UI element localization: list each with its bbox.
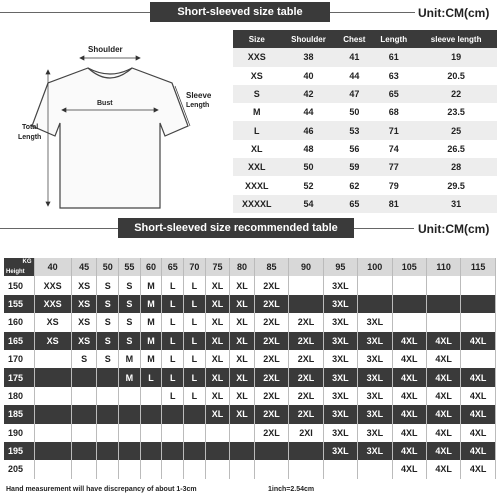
size-recommendation-cell: 4XL: [426, 332, 460, 350]
size-recommendation-cell: 2XL: [254, 387, 288, 405]
rec-table-row: [4, 295, 496, 313]
size-recommendation-cell: 4XL: [461, 332, 496, 350]
size-recommendation-cell: [230, 424, 255, 442]
size-recommendation-cell: L: [184, 276, 206, 294]
size-recommendation-cell: [119, 405, 141, 423]
size-recommendation-cell: 4XL: [392, 460, 426, 478]
weight-header-cell: 110: [426, 258, 460, 276]
size-recommendation-cell: [230, 442, 255, 460]
size-table-cell: S: [233, 85, 281, 103]
size-recommendation-cell: 4XL: [461, 424, 496, 442]
height-cell: 185: [4, 405, 34, 423]
size-table-cell: 61: [372, 48, 415, 66]
size-recommendation-cell: 3XL: [323, 405, 357, 423]
size-recommendation-cell: [119, 424, 141, 442]
size-table-cell: M: [233, 103, 281, 121]
total-length-label-line1: Total: [22, 124, 39, 131]
height-cell: 195: [4, 442, 34, 460]
size-recommendation-cell: [254, 442, 288, 460]
size-recommendation-cell: 2XL: [254, 424, 288, 442]
size-recommendation-cell: 2XL: [289, 368, 323, 386]
size-table-cell: 26.5: [415, 140, 497, 158]
size-recommendation-cell: [461, 295, 496, 313]
size-recommendation-cell: 3XL: [323, 332, 357, 350]
size-recommendation-cell: 2XL: [254, 368, 288, 386]
size-recommendation-cell: [34, 387, 71, 405]
rec-table-row: [4, 442, 496, 460]
recommended-size-table: [4, 258, 496, 479]
size-recommendation-cell: [184, 424, 206, 442]
weight-header-cell: 55: [119, 258, 141, 276]
size-table-cell: 23.5: [415, 103, 497, 121]
size-table-header-cell: Chest: [336, 30, 372, 48]
size-recommendation-cell: 3XL: [358, 405, 392, 423]
size-table-cell: 41: [336, 48, 372, 66]
size-table-cell: 81: [372, 195, 415, 213]
size-recommendation-cell: M: [140, 313, 162, 331]
size-table-cell: 25: [415, 121, 497, 139]
size-recommendation-cell: [358, 460, 392, 478]
size-recommendation-cell: XL: [205, 368, 230, 386]
size-recommendation-cell: 4XL: [392, 442, 426, 460]
size-recommendation-cell: 3XL: [358, 350, 392, 368]
size-recommendation-cell: 3XL: [323, 387, 357, 405]
size-recommendation-cell: [289, 460, 323, 478]
size-recommendation-cell: [461, 313, 496, 331]
size-recommendation-cell: [71, 460, 97, 478]
size-recommendation-cell: L: [184, 350, 206, 368]
rec-table-title: Short-sleeved size recommended table: [118, 218, 354, 238]
size-recommendation-cell: 3XL: [358, 424, 392, 442]
size-recommendation-cell: [289, 295, 323, 313]
size-recommendation-cell: [392, 313, 426, 331]
size-recommendation-cell: S: [97, 332, 119, 350]
size-recommendation-cell: 4XL: [392, 405, 426, 423]
size-recommendation-cell: XS: [71, 313, 97, 331]
size-recommendation-cell: [289, 442, 323, 460]
size-recommendation-cell: [140, 387, 162, 405]
size-table-cell: XXXL: [233, 176, 281, 194]
size-recommendation-cell: 4XL: [461, 405, 496, 423]
height-label: Height: [6, 269, 25, 276]
size-recommendation-cell: 2XL: [254, 295, 288, 313]
size-table-cell: 59: [336, 158, 372, 176]
size-recommendation-cell: M: [140, 350, 162, 368]
sleeve-label-line1: Sleeve: [186, 91, 212, 100]
size-recommendation-cell: 2XL: [289, 313, 323, 331]
size-recommendation-cell: L: [184, 295, 206, 313]
size-table-cell: 71: [372, 121, 415, 139]
size-recommendation-cell: XL: [205, 332, 230, 350]
size-recommendation-cell: 2XL: [254, 332, 288, 350]
size-recommendation-cell: 4XL: [392, 424, 426, 442]
size-recommendation-cell: [71, 387, 97, 405]
title-right-rule: [330, 12, 415, 13]
size-recommendation-cell: S: [119, 295, 141, 313]
size-table-title: Short-sleeved size table: [150, 2, 330, 22]
size-table-cell: XXL: [233, 158, 281, 176]
size-table-cell: 44: [336, 67, 372, 85]
size-recommendation-cell: 2XL: [289, 350, 323, 368]
size-table-cell: XXXXL: [233, 195, 281, 213]
size-recommendation-cell: XS: [71, 332, 97, 350]
size-recommendation-cell: [184, 460, 206, 478]
size-recommendation-cell: 4XL: [426, 424, 460, 442]
size-recommendation-cell: XS: [71, 295, 97, 313]
height-cell: 165: [4, 332, 34, 350]
size-table-header-cell: sleeve length: [415, 30, 497, 48]
size-table-unit: Unit:CM(cm): [418, 6, 490, 20]
size-recommendation-cell: XL: [230, 387, 255, 405]
size-recommendation-cell: S: [71, 350, 97, 368]
size-table-cell: 38: [281, 48, 337, 66]
height-cell: 175: [4, 368, 34, 386]
size-recommendation-cell: M: [140, 332, 162, 350]
size-recommendation-cell: XL: [230, 350, 255, 368]
size-recommendation-cell: XL: [230, 276, 255, 294]
size-recommendation-cell: [97, 460, 119, 478]
weight-header-cell: 50: [97, 258, 119, 276]
size-table-cell: 48: [281, 140, 337, 158]
size-table-cell: 68: [372, 103, 415, 121]
size-recommendation-cell: [97, 405, 119, 423]
size-table-cell: L: [233, 121, 281, 139]
size-recommendation-cell: S: [119, 313, 141, 331]
shoulder-label: Shoulder: [88, 45, 123, 54]
rec-table-row: [4, 276, 496, 294]
tshirt-outline-icon: [0, 28, 230, 213]
size-recommendation-cell: XL: [205, 387, 230, 405]
height-cell: 150: [4, 276, 34, 294]
size-recommendation-cell: [34, 368, 71, 386]
size-table-cell: 62: [336, 176, 372, 194]
size-recommendation-cell: 3XL: [358, 442, 392, 460]
rec-table-unit: Unit:CM(cm): [418, 222, 490, 236]
size-recommendation-cell: 4XL: [426, 387, 460, 405]
rec-table-row: [4, 368, 496, 386]
size-table: [233, 30, 497, 213]
size-recommendation-cell: 3XL: [358, 368, 392, 386]
height-cell: 205: [4, 460, 34, 478]
size-recommendation-cell: [97, 442, 119, 460]
weight-header-cell: 75: [205, 258, 230, 276]
size-table-cell: 44: [281, 103, 337, 121]
size-table-header-cell: Size: [233, 30, 281, 48]
size-recommendation-cell: [205, 442, 230, 460]
size-recommendation-cell: [140, 442, 162, 460]
size-recommendation-cell: L: [184, 368, 206, 386]
weight-header-cell: 80: [230, 258, 255, 276]
size-recommendation-cell: 4XL: [392, 350, 426, 368]
size-recommendation-cell: [119, 460, 141, 478]
size-recommendation-cell: L: [162, 295, 184, 313]
size-recommendation-cell: [184, 405, 206, 423]
size-recommendation-cell: [71, 368, 97, 386]
size-recommendation-cell: [392, 295, 426, 313]
weight-header-cell: 105: [392, 258, 426, 276]
size-table-cell: 77: [372, 158, 415, 176]
size-recommendation-cell: [205, 424, 230, 442]
size-recommendation-cell: [461, 276, 496, 294]
size-recommendation-cell: [140, 405, 162, 423]
total-length-label-line2: Length: [18, 134, 42, 141]
size-recommendation-cell: 3XL: [323, 276, 357, 294]
height-cell: 190: [4, 424, 34, 442]
size-table-cell: XS: [233, 67, 281, 85]
size-recommendation-cell: [71, 424, 97, 442]
size-recommendation-cell: L: [162, 350, 184, 368]
size-recommendation-cell: 4XL: [461, 368, 496, 386]
size-recommendation-cell: [392, 276, 426, 294]
sleeve-label-line2: Length: [186, 102, 210, 109]
size-recommendation-cell: [71, 442, 97, 460]
weight-header-cell: 60: [140, 258, 162, 276]
size-recommendation-cell: [34, 405, 71, 423]
size-recommendation-cell: 4XL: [461, 460, 496, 478]
size-recommendation-cell: 4XL: [461, 387, 496, 405]
size-table-cell: XL: [233, 140, 281, 158]
size-recommendation-cell: [97, 368, 119, 386]
size-recommendation-cell: 4XL: [426, 350, 460, 368]
size-recommendation-cell: L: [162, 313, 184, 331]
tshirt-diagram: [0, 28, 230, 213]
size-table-cell: 74: [372, 140, 415, 158]
height-cell: 155: [4, 295, 34, 313]
size-recommendation-cell: 4XL: [426, 460, 460, 478]
size-recommendation-cell: [162, 405, 184, 423]
size-recommendation-cell: 4XL: [426, 405, 460, 423]
weight-header-cell: 85: [254, 258, 288, 276]
size-recommendation-cell: S: [97, 313, 119, 331]
size-recommendation-cell: L: [162, 387, 184, 405]
size-table-cell: 54: [281, 195, 337, 213]
weight-header-cell: 45: [71, 258, 97, 276]
size-recommendation-cell: [323, 460, 357, 478]
weight-header-cell: 90: [289, 258, 323, 276]
size-recommendation-cell: 4XL: [426, 368, 460, 386]
size-table-cell: 42: [281, 85, 337, 103]
weight-header-cell: 40: [34, 258, 71, 276]
size-table-row: [233, 158, 497, 176]
rec-table-row: [4, 460, 496, 478]
size-table-header-row: [233, 30, 497, 48]
size-recommendation-cell: 4XL: [392, 332, 426, 350]
size-recommendation-cell: 3XL: [323, 424, 357, 442]
size-table-cell: 40: [281, 67, 337, 85]
rec-table-row: [4, 332, 496, 350]
weight-header-cell: 70: [184, 258, 206, 276]
kg-label: KG: [22, 259, 32, 265]
rec-title-left-rule: [0, 228, 118, 229]
size-recommendation-cell: [71, 405, 97, 423]
size-recommendation-cell: XL: [205, 295, 230, 313]
size-recommendation-cell: XL: [230, 332, 255, 350]
size-recommendation-cell: XS: [34, 332, 71, 350]
size-recommendation-cell: 3XL: [358, 332, 392, 350]
size-table-cell: 50: [281, 158, 337, 176]
size-recommendation-cell: [140, 460, 162, 478]
size-recommendation-cell: 2XI: [289, 424, 323, 442]
size-recommendation-cell: 2XL: [289, 405, 323, 423]
size-recommendation-cell: [184, 442, 206, 460]
size-recommendation-cell: 3XL: [323, 295, 357, 313]
weight-header-cell: 115: [461, 258, 496, 276]
size-recommendation-cell: XXS: [34, 295, 71, 313]
size-recommendation-cell: 3XL: [323, 350, 357, 368]
size-recommendation-cell: 2XL: [254, 405, 288, 423]
size-recommendation-cell: M: [119, 350, 141, 368]
rec-table-row: [4, 313, 496, 331]
rec-table-row: [4, 405, 496, 423]
height-cell: 180: [4, 387, 34, 405]
size-recommendation-cell: [119, 387, 141, 405]
size-recommendation-cell: L: [162, 332, 184, 350]
size-recommendation-cell: XL: [205, 350, 230, 368]
inch-conversion: 1inch=2.54cm: [268, 486, 315, 493]
size-recommendation-cell: XL: [205, 276, 230, 294]
size-table-cell: 22: [415, 85, 497, 103]
size-recommendation-cell: [34, 442, 71, 460]
size-recommendation-cell: 3XL: [358, 313, 392, 331]
size-recommendation-cell: XL: [230, 405, 255, 423]
rec-table-header-row: [4, 258, 496, 276]
size-recommendation-cell: [162, 442, 184, 460]
size-table-row: [233, 140, 497, 158]
size-recommendation-cell: 3XL: [323, 313, 357, 331]
rec-table-row: [4, 350, 496, 368]
size-recommendation-cell: [34, 424, 71, 442]
size-recommendation-cell: [34, 350, 71, 368]
size-table-row: [233, 103, 497, 121]
rec-title-right-rule: [354, 228, 414, 229]
size-table-row: [233, 67, 497, 85]
size-recommendation-cell: [34, 460, 71, 478]
size-table-cell: 63: [372, 67, 415, 85]
size-table-header-cell: Length: [372, 30, 415, 48]
height-cell: 170: [4, 350, 34, 368]
size-recommendation-cell: 2XL: [254, 276, 288, 294]
size-recommendation-cell: 2XL: [254, 350, 288, 368]
size-recommendation-cell: [426, 276, 460, 294]
size-recommendation-cell: XL: [230, 313, 255, 331]
size-table-row: [233, 121, 497, 139]
size-table-row: [233, 176, 497, 194]
size-recommendation-cell: [289, 276, 323, 294]
size-recommendation-cell: M: [119, 368, 141, 386]
size-recommendation-cell: 4XL: [461, 442, 496, 460]
size-recommendation-cell: [119, 442, 141, 460]
size-recommendation-cell: [230, 460, 255, 478]
size-recommendation-cell: 3XL: [323, 368, 357, 386]
measurement-note: Hand measurement will have discrepancy of about 1-3cm: [6, 486, 197, 493]
size-table-cell: 46: [281, 121, 337, 139]
size-recommendation-cell: [97, 424, 119, 442]
size-recommendation-cell: S: [119, 332, 141, 350]
size-recommendation-cell: XXS: [34, 276, 71, 294]
size-recommendation-cell: L: [184, 387, 206, 405]
size-recommendation-cell: M: [140, 295, 162, 313]
size-recommendation-cell: 3XL: [323, 442, 357, 460]
size-recommendation-cell: XL: [230, 368, 255, 386]
size-table-header-cell: Shoulder: [281, 30, 337, 48]
size-table-cell: 50: [336, 103, 372, 121]
rec-table-row: [4, 387, 496, 405]
size-recommendation-cell: S: [97, 295, 119, 313]
size-table-cell: 65: [336, 195, 372, 213]
rec-table-row: [4, 424, 496, 442]
size-recommendation-cell: 3XL: [358, 387, 392, 405]
size-recommendation-cell: 2XL: [289, 387, 323, 405]
size-recommendation-cell: M: [140, 276, 162, 294]
bust-label: Bust: [97, 100, 113, 107]
weight-header-cell: 65: [162, 258, 184, 276]
size-recommendation-cell: [426, 313, 460, 331]
size-table-cell: 20.5: [415, 67, 497, 85]
size-recommendation-cell: [140, 424, 162, 442]
weight-header-cell: 95: [323, 258, 357, 276]
size-table-cell: 31: [415, 195, 497, 213]
size-recommendation-cell: 4XL: [392, 387, 426, 405]
size-recommendation-cell: [205, 460, 230, 478]
size-table-cell: 28: [415, 158, 497, 176]
size-recommendation-cell: XS: [71, 276, 97, 294]
size-recommendation-cell: 2XL: [289, 332, 323, 350]
size-table-cell: 56: [336, 140, 372, 158]
size-recommendation-cell: [426, 295, 460, 313]
size-table-cell: 53: [336, 121, 372, 139]
size-recommendation-cell: 2XL: [254, 313, 288, 331]
size-recommendation-cell: S: [97, 276, 119, 294]
size-table-cell: 29.5: [415, 176, 497, 194]
size-recommendation-cell: [358, 295, 392, 313]
size-recommendation-cell: L: [140, 368, 162, 386]
size-table-cell: XXS: [233, 48, 281, 66]
size-recommendation-cell: 4XL: [392, 368, 426, 386]
size-recommendation-cell: 4XL: [426, 442, 460, 460]
size-table-row: [233, 85, 497, 103]
size-recommendation-cell: [97, 387, 119, 405]
size-recommendation-cell: [162, 460, 184, 478]
size-recommendation-cell: S: [97, 350, 119, 368]
size-recommendation-cell: L: [184, 332, 206, 350]
size-recommendation-cell: L: [184, 313, 206, 331]
size-recommendation-cell: XS: [34, 313, 71, 331]
weight-header-cell: 100: [358, 258, 392, 276]
size-recommendation-cell: [162, 424, 184, 442]
title-left-rule: [0, 12, 150, 13]
size-recommendation-cell: [254, 460, 288, 478]
size-recommendation-cell: [358, 276, 392, 294]
size-recommendation-cell: S: [119, 276, 141, 294]
size-recommendation-cell: L: [162, 368, 184, 386]
height-cell: 160: [4, 313, 34, 331]
size-table-cell: 79: [372, 176, 415, 194]
size-recommendation-cell: XL: [205, 313, 230, 331]
size-table-cell: 65: [372, 85, 415, 103]
size-recommendation-cell: XL: [205, 405, 230, 423]
size-recommendation-cell: [461, 350, 496, 368]
size-table-cell: 52: [281, 176, 337, 194]
size-recommendation-cell: XL: [230, 295, 255, 313]
size-table-row: [233, 48, 497, 66]
size-table-cell: 19: [415, 48, 497, 66]
size-table-cell: 47: [336, 85, 372, 103]
kg-height-corner: [4, 258, 34, 276]
size-recommendation-cell: L: [162, 276, 184, 294]
size-table-row: [233, 195, 497, 213]
